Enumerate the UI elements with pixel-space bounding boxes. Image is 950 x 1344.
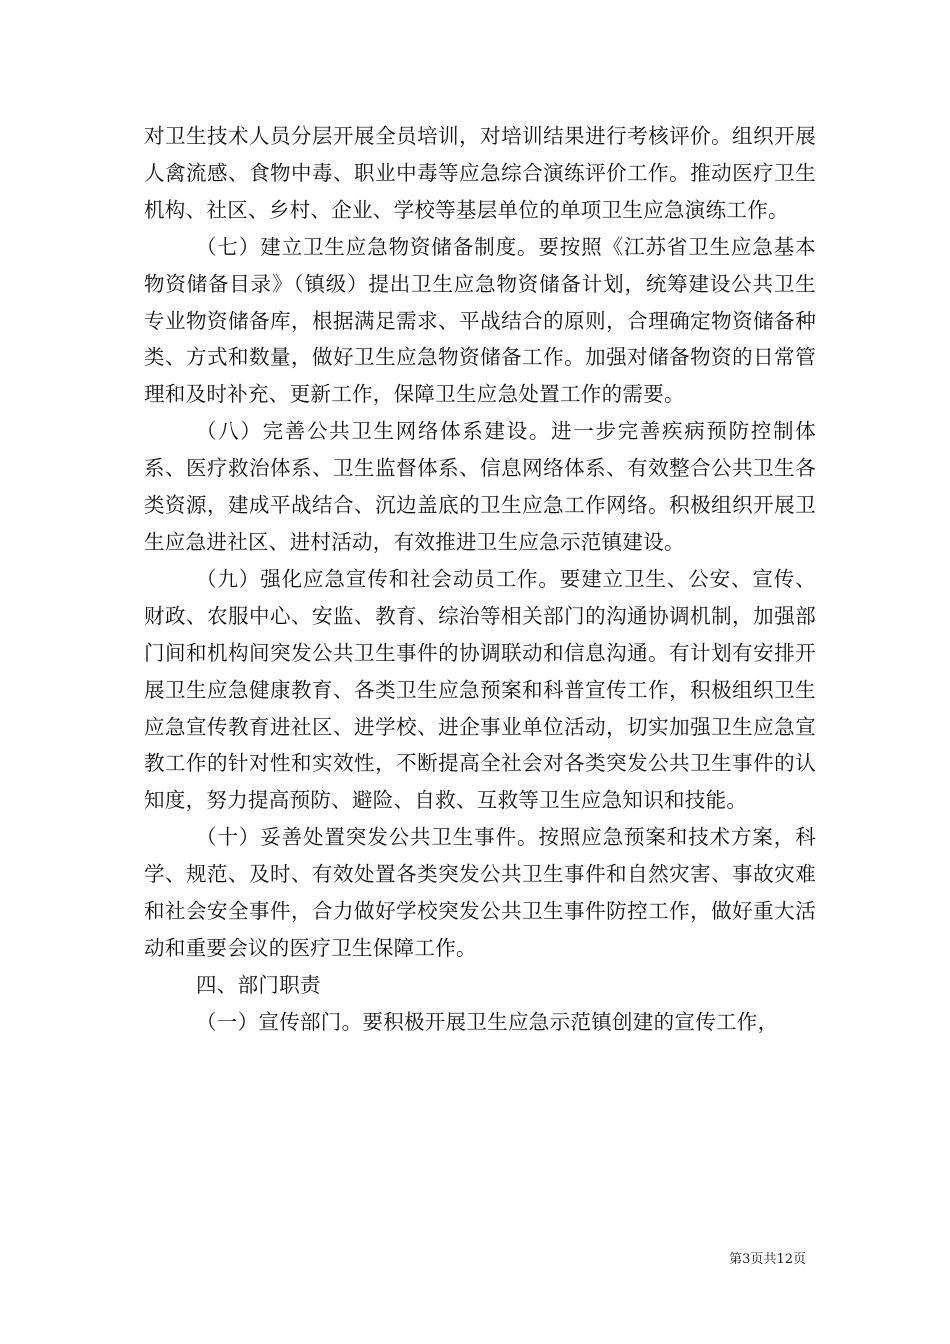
document-body [144,118,816,1041]
section-heading-department-duties: 四、部门职责 [196,972,321,997]
paragraph-training: 对卫生技术人员分层开展全员培训，对培训结果进行考核评价。组织开展人禽流感、食物中毒、职业中毒等应急综合演练评价工作。推动医疗卫生机构、社区、乡村、企业、学校等基层单位的单项卫生应急演练工作。 [144,124,816,222]
paragraph-item-7: （七）建立卫生应急物资储备制度。要按照《江苏省卫生应急基本物资储备目录》（镇级）提出卫生应急物资储备计划，统筹建设公共卫生专业物资储备库，根据满足需求、平战结合的原则，合理确定物资储备种类、方式和数量，做好卫生应急物资储备工作。加强对储备物资的日常管理和及时补充、更新工作，保障卫生应急处置工作的需要。 [144,234,816,407]
paragraph-item-1-publicity: （一）宣传部门。要积极开展卫生应急示范镇创建的宣传工作， [196,1009,779,1034]
paragraph-item-9: （九）强化应急宣传和社会动员工作。要建立卫生、公安、宣传、财政、农服中心、安监、教育、综治等相关部门的沟通协调机制，加强部门间和机构间突发公共卫生事件的协调联动和信息沟通。有计划有安排开展卫生应急健康教育、各类卫生应急预案和科普宣传工作，积极组织卫生应急宣传教育进社区、进学校、进企事业单位活动，切实加强卫生应急宣教工作的针对性和实效性，不断提高全社会对各类突发公共卫生事件的认知度，努力提高预防、避险、自救、互救等卫生应急知识和技能。 [144,566,816,813]
paragraph-item-8: （八）完善公共卫生网络体系建设。进一步完善疾病预防控制体系、医疗救治体系、卫生监督体系、信息网络体系、有效整合公共卫生各类资源，建成平战结合、沉边盖底的卫生应急工作网络。积极组织开展卫生应急进社区、进村活动，有效推进卫生应急示范镇建设。 [144,419,816,554]
paragraph-item-10: （十）妥善处置突发公共卫生事件。按照应急预案和技术方案，科学、规范、及时、有效处置各类突发公共卫生事件和自然灾害、事故灾难和社会安全事件，合力做好学校突发公共卫生事件防控工作，做好重大活动和重要会议的医疗卫生保障工作。 [144,825,816,960]
page-number-footer: 第3页共12页 [729,1252,806,1267]
